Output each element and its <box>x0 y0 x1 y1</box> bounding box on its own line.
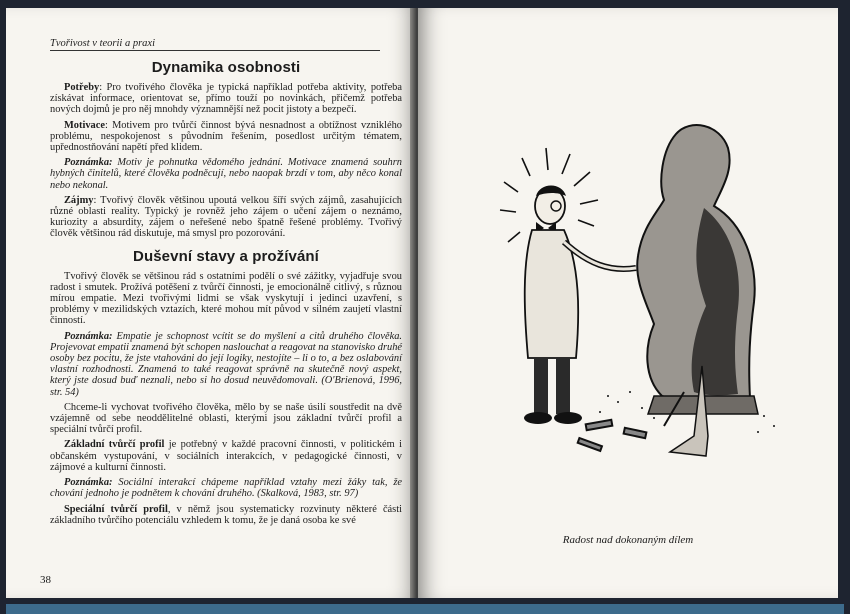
sculptor-shoe-right <box>554 412 582 424</box>
note-label: Poznámka: <box>64 157 113 169</box>
label-specialni-profil: Speciální tvůrčí profil <box>64 503 168 515</box>
label-zajmy: Zájmy <box>64 194 94 206</box>
paragraph-potreby <box>50 82 402 116</box>
left-page <box>6 8 416 598</box>
book-cover-edge <box>6 604 844 614</box>
label-zakladni-profil: Základní tvůrčí profil <box>64 439 165 451</box>
book-spread <box>6 8 844 606</box>
paragraph-motivace <box>50 120 402 154</box>
text-zakladni-profil: je potřebný v každé pracovní činnosti, v politickém i občanském vystupování, v sociálních interakcích, v pedagogické činnosti, v zájmové a kulturní činnosti. <box>50 439 403 473</box>
label-motivace: Motivace <box>64 119 105 131</box>
note-text: Empatie je schopnost vcítit se do myšlení a citů druhého člověka. Projevovat empatii znamená být schopen naslouchat a reagovat na stanovisko druhé osoby bez pocitu, že jste vtahováni do její logiky, nestojíte – li o to, a bez oslabování vlastní rozhodnosti. Znamená to také reagovat správně na skutečně nový aspekt, který jste dosud buď neznali, nebo si ho dosud neuvědomovali. (O'Brienová, 1996, str. 54) <box>50 330 402 398</box>
illustration-caption: Radost nad dokonaným dílem <box>562 534 694 546</box>
heading-dynamika: Dynamika osobnosti <box>151 59 301 76</box>
sculptor-leg-left <box>534 358 548 414</box>
paragraph-vychova: Chceme-li vychovat tvořivého člověka, mělo by se naše úsilí soustředit na dvě vzájemně od sebe neoddělitelné oblasti, kterými jsou základní tvůrčí profil a speciální tvůrčí profil. <box>50 401 402 436</box>
text-motivace: : Motivem pro tvůrčí činnost bývá nesnadnost a obtížnost vzniklého problému, nespokojenost s původním řešením, posedlost určitým tématem, upřednostňování napětí před klidem. <box>50 119 402 154</box>
label-potreby: Potřeby <box>64 82 100 93</box>
heading-dusevni-stavy: Duševní stavy a prožívání <box>133 247 319 265</box>
right-page <box>418 8 838 598</box>
sculptor-illustration <box>458 96 798 486</box>
running-head: Tvořivost v teorii a praxi <box>50 38 380 51</box>
note-motiv <box>50 157 402 191</box>
paragraph-zajmy <box>50 195 402 240</box>
paragraph-prozivani: Tvořivý člověk se většinou rád s ostatními podělí o své zážitky, vyjadřuje svou radost i smutek. Prožívá potěšení z tvůrčí činnosti, je emocionálně citlivý, s různou mírou empatie. Mezi tvořivými lidmi se však vyskytují i jedinci uzavření, s problémy v mezilidských vztazích, které mohou mít původ v silném zaujetí vlastní činností. <box>50 270 402 327</box>
text-zajmy: : Tvořivý člověk většinou upoutá velkou šíří svých zájmů, zasahujících různé oblasti reality. Typický je rovněž jeho zájem o učení zájem o neznámo, kuriozity a absurdity, zájem o neřešené nebo špatně řešené problémy. Tvořivý člověk většinou rád diskutuje, má smysl pro pozorování. <box>50 194 402 240</box>
sculptor-shoe-left <box>524 412 552 424</box>
paragraph-specialni-profil <box>50 504 402 526</box>
note-label: Poznámka: <box>64 330 113 342</box>
note-text: Sociální interakcí chápeme například vztahy mezi žáky tak, že chování jednoho je podnětem k chování druhého. (Skalková, 1983, str. 97) <box>50 477 402 500</box>
note-label: Poznámka: <box>64 477 113 489</box>
text-potreby: : Pro tvořivého člověka je typická například potřeba aktivity, potřeba získávat informace, orientovat se, přímo touží po novinkách, přičemž potřeba nových dojmů je pro něj mnohdy významnější než pocit jistoty a bezpečí. <box>50 82 402 116</box>
text-specialni-profil: , v němž jsou systematicky rozvinuty některé části základního tvůrčího potenciálu vzhledem k tomu, že je daná osoba ke své <box>50 503 402 526</box>
sculptor-leg-right <box>556 358 570 414</box>
paragraph-zakladni-profil <box>50 439 402 473</box>
page-number: 38 <box>40 574 51 586</box>
note-interakce <box>50 477 402 499</box>
note-text: Motiv je pohnutka vědomého jednání. Motivace znamená souhrn hybných činitelů, které člověka podněcují, nebo naopak brzdí v tom, aby něco konal nebo nekonal. <box>50 157 402 191</box>
note-empatie <box>50 331 402 398</box>
